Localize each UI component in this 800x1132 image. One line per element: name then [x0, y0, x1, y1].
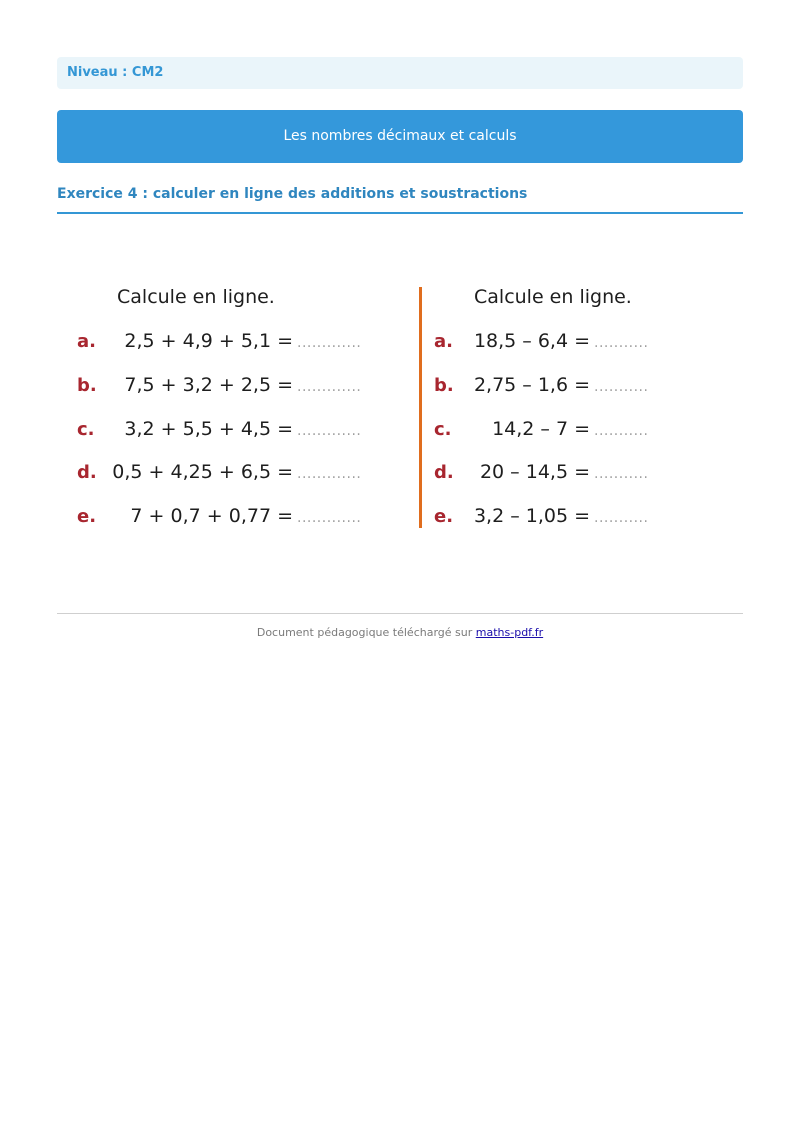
right-item-letter: d.: [434, 462, 454, 483]
left-item-answer-blank: .............: [297, 379, 362, 395]
right-item-letter: a.: [434, 331, 453, 352]
left-item-answer-blank: .............: [297, 423, 362, 439]
footer-divider: [57, 613, 743, 614]
right-item-expression: 20 – 14,5 =: [479, 461, 590, 483]
right-item-expression: 14,2 – 7 =: [492, 418, 590, 440]
right-item-expression: 3,2 – 1,05 =: [473, 505, 590, 527]
left-item-expression: 3,2 + 5,5 + 4,5 =: [124, 418, 293, 440]
right-item-answer-blank: ...........: [594, 423, 649, 439]
left-item-letter: a.: [77, 331, 96, 352]
right-item-letter: c.: [434, 419, 452, 440]
right-item-answer-blank: ...........: [594, 466, 649, 482]
left-item-expression: 7,5 + 3,2 + 2,5 =: [124, 374, 293, 396]
left-item-expression: 0,5 + 4,25 + 6,5 =: [112, 461, 293, 483]
left-item-answer-blank: .............: [297, 466, 362, 482]
level-box: [57, 57, 743, 89]
footer-prefix: Document pédagogique téléchargé sur: [256, 626, 473, 639]
right-column-heading: Calcule en ligne.: [474, 286, 632, 308]
left-item-letter: c.: [77, 419, 95, 440]
exercise-figure: [60, 280, 700, 535]
left-item-letter: e.: [77, 506, 97, 527]
left-item-expression: 2,5 + 4,9 + 5,1 =: [124, 330, 293, 352]
left-item-letter: d.: [77, 462, 97, 483]
footer: [57, 626, 743, 639]
right-item-answer-blank: ...........: [594, 379, 649, 395]
title-underline: [57, 212, 743, 214]
exercise-title: Exercice 4 : calculer en ligne des additions et soustractions: [57, 186, 528, 202]
right-item-expression: 18,5 – 6,4 =: [473, 330, 590, 352]
left-item-answer-blank: .............: [297, 510, 362, 526]
right-item-answer-blank: ...........: [594, 510, 649, 526]
left-item-letter: b.: [77, 375, 97, 396]
right-item-expression: 2,75 – 1,6 =: [473, 374, 590, 396]
right-item-letter: e.: [434, 506, 454, 527]
right-item-answer-blank: ...........: [594, 335, 649, 351]
footer-link[interactable]: maths-pdf.fr: [475, 626, 544, 639]
left-item-expression: 7 + 0,7 + 0,77 =: [130, 505, 293, 527]
left-item-answer-blank: .............: [297, 335, 362, 351]
page-title-banner: Les nombres décimaux et calculs: [57, 110, 743, 163]
column-divider: [419, 287, 422, 528]
level-label: Niveau : CM2: [67, 65, 164, 80]
right-item-letter: b.: [434, 375, 454, 396]
left-column-heading: Calcule en ligne.: [117, 286, 275, 308]
